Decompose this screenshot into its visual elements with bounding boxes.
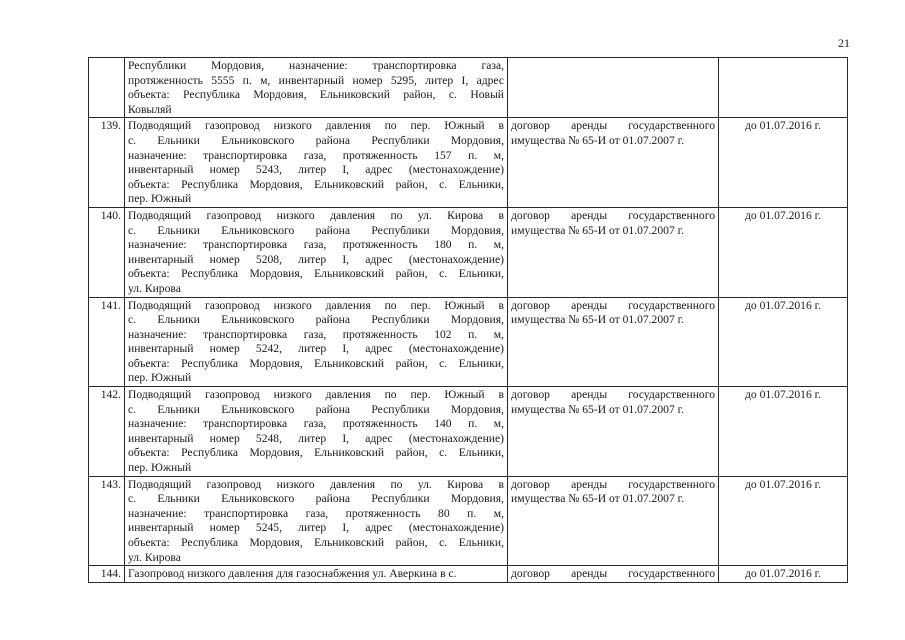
lease-term: до 01.07.2016 г. <box>719 297 848 387</box>
description-line: с. Ельники Ельниковского района Республики Мордовия, <box>128 133 504 147</box>
description-line: ул. Кирова <box>128 281 181 295</box>
description-line: назначение: транспортировка газа, протяженность 80 п. м, <box>128 506 504 520</box>
lease-contract <box>508 476 719 566</box>
description-line: инвентарный номер 5248, литер I, адрес (местонахождение) <box>128 431 504 445</box>
description-line: пер. Южный <box>128 371 192 385</box>
registry-body <box>89 58 848 583</box>
lease-term <box>719 58 848 118</box>
property-registry-table <box>88 57 848 583</box>
description-line: Подводящий газопровод низкого давления по пер. Южный в <box>128 298 504 312</box>
description-line: Газопровод низкого давления для газоснабжения ул. Аверкина в с. <box>128 567 457 581</box>
description-line: Подводящий газопровод низкого давления по пер. Южный в <box>128 119 504 133</box>
row-number: 140. <box>89 207 125 297</box>
contract-line <box>511 59 715 74</box>
object-description <box>125 297 508 387</box>
row-number: 139. <box>89 118 125 208</box>
lease-term: до 01.07.2016 г. <box>719 387 848 477</box>
lease-contract <box>508 207 719 297</box>
description-line: с. Ельники Ельниковского района Республики Мордовия, <box>128 223 504 237</box>
description-line: Подводящий газопровод низкого давления по ул. Кирова в <box>128 477 504 491</box>
description-line: назначение: транспортировка газа, протяженность 102 п. м, <box>128 327 504 341</box>
description-line: объекта: Республика Мордовия, Ельниковский район, с. Ельники, <box>128 356 504 370</box>
description-line: пер. Южный <box>128 192 192 206</box>
table-row <box>89 118 848 208</box>
lease-contract <box>508 58 719 118</box>
description-line: инвентарный номер 5245, литер I, адрес (местонахождение) <box>128 521 504 535</box>
description-line: объекта: Республика Мордовия, Ельниковский район, с. Ельники, <box>128 177 504 191</box>
row-number: 144. <box>89 566 125 583</box>
lease-contract <box>508 566 719 583</box>
object-description <box>125 387 508 477</box>
table-row <box>89 566 848 583</box>
contract-line: имущества № 65-И от 01.07.2007 г. <box>511 133 684 147</box>
contract-line: договор аренды государственного <box>511 298 715 312</box>
description-line: объекта: Республика Мордовия, Ельниковский район, с. Ельники, <box>128 267 504 281</box>
row-number: 142. <box>89 387 125 477</box>
description-line: Ковыляй <box>128 102 172 116</box>
description-line: инвентарный номер 5243, литер I, адрес (местонахождение) <box>128 163 504 177</box>
row-number: 143. <box>89 476 125 566</box>
object-description <box>125 476 508 566</box>
description-line: с. Ельники Ельниковского района Республики Мордовия, <box>128 402 504 416</box>
object-description <box>125 207 508 297</box>
contract-line: договор аренды государственного <box>511 208 715 222</box>
description-line: пер. Южный <box>128 461 192 475</box>
object-description <box>125 566 508 583</box>
description-line: с. Ельники Ельниковского района Республики Мордовия, <box>128 313 504 327</box>
contract-line: договор аренды государственного <box>511 477 715 491</box>
table-row <box>89 58 848 118</box>
table-row <box>89 387 848 477</box>
contract-line: договор аренды государственного <box>511 388 715 402</box>
contract-line: договор аренды государственного <box>511 119 715 133</box>
description-line: назначение: транспортировка газа, протяженность 180 п. м, <box>128 238 504 252</box>
description-line: ул. Кирова <box>128 550 181 564</box>
contract-line: имущества № 65-И от 01.07.2007 г. <box>511 313 684 327</box>
table-row <box>89 297 848 387</box>
object-description <box>125 118 508 208</box>
lease-contract <box>508 297 719 387</box>
description-line: Подводящий газопровод низкого давления по ул. Кирова в <box>128 208 504 222</box>
row-number <box>89 58 125 118</box>
table-row <box>89 207 848 297</box>
lease-term: до 01.07.2016 г. <box>719 476 848 566</box>
table-row <box>89 476 848 566</box>
description-line: с. Ельники Ельниковского района Республики Мордовия, <box>128 492 504 506</box>
description-line: Республики Мордовия, назначение: транспортировка газа, <box>128 59 504 72</box>
description-line: назначение: транспортировка газа, протяженность 140 п. м, <box>128 417 504 431</box>
row-number: 141. <box>89 297 125 387</box>
description-line: инвентарный номер 5208, литер I, адрес (местонахождение) <box>128 252 504 266</box>
lease-term: до 01.07.2016 г. <box>719 118 848 208</box>
description-line: объекта: Республика Мордовия, Ельниковский район, с. Ельники, <box>128 536 504 549</box>
description-line: инвентарный номер 5242, литер I, адрес (местонахождение) <box>128 342 504 356</box>
lease-term: до 01.07.2016 г. <box>719 566 848 583</box>
description-line: объекта: Республика Мордовия, Ельниковский район, с. Новый <box>128 88 504 102</box>
lease-contract <box>508 387 719 477</box>
contract-line: имущества № 65-И от 01.07.2007 г. <box>511 402 684 416</box>
description-line: протяженность 5555 п. м, инвентарный номер 5295, литер I, адрес <box>128 73 504 87</box>
object-description <box>125 58 508 118</box>
lease-term: до 01.07.2016 г. <box>719 207 848 297</box>
contract-line: имущества № 65-И от 01.07.2007 г. <box>511 223 684 237</box>
description-line: назначение: транспортировка газа, протяженность 157 п. м, <box>128 148 504 162</box>
description-line: Подводящий газопровод низкого давления по пер. Южный в <box>128 388 504 402</box>
lease-contract <box>508 118 719 208</box>
contract-line: договор аренды государственного <box>511 567 715 581</box>
contract-line: имущества № 65-И от 01.07.2007 г. <box>511 492 684 506</box>
description-line: объекта: Республика Мордовия, Ельниковский район, с. Ельники, <box>128 446 504 460</box>
page-number: 21 <box>838 36 850 50</box>
